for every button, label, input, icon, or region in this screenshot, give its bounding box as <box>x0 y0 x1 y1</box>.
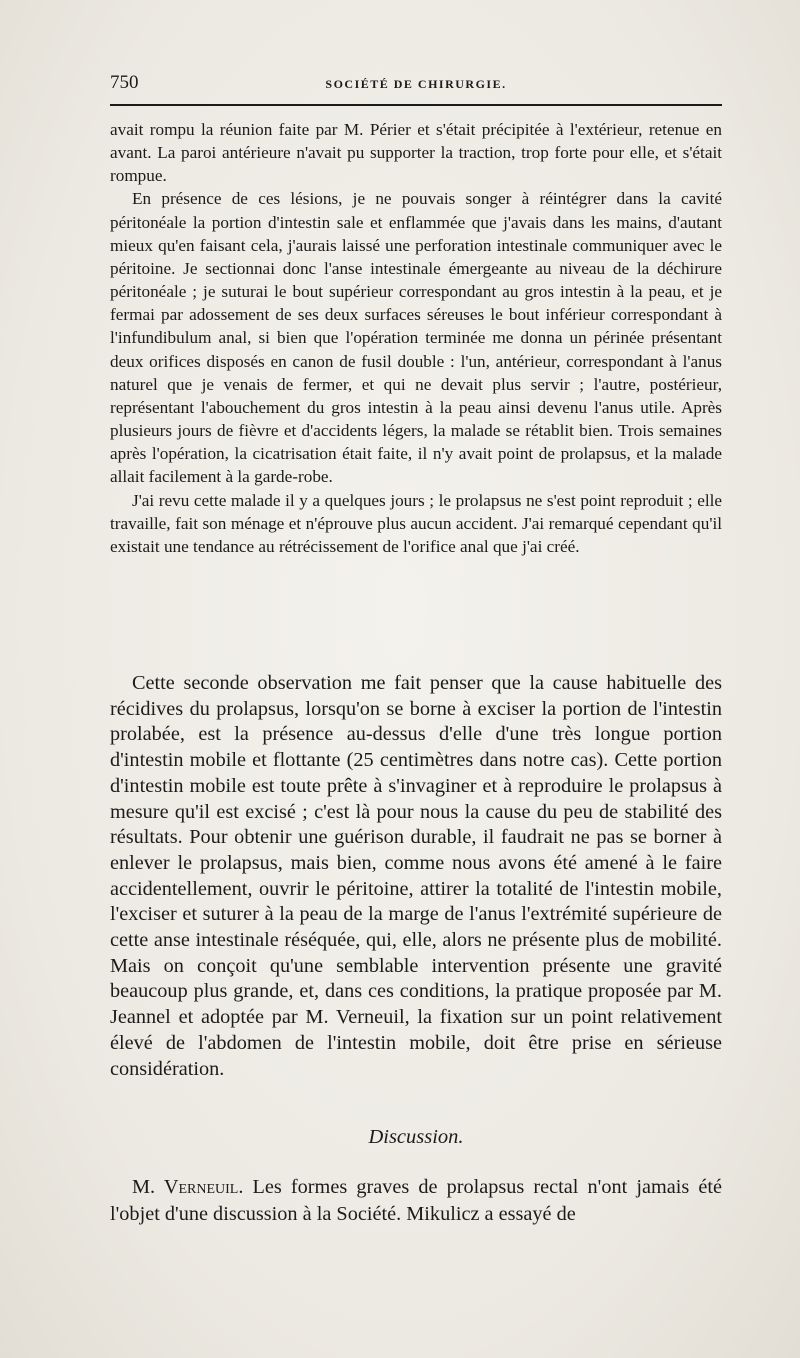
commentary-paragraph: Cette seconde observation me fait penser que la cause habituelle des récidives du prolapsus, lorsqu'on se borne à exciser la portion de l'intestin prolabée, est la présence au-dessus d'elle d'une très longue portion d'intestin mobile et flottante (25 centimètres dans notre cas). Cette portion d'intestin mobile est toute prête à s'invaginer et à reproduire le prolapsus à mesure qu'il est excisé ; c'est là pour nous la cause du peu de stabilité des résultats. Pour obtenir une guérison durable, il faudrait ne pas se borner à enlever le prolapsus, mais bien, comme nous avons été amené à le faire accidentellement, ouvrir le péritoine, attirer la totalité de l'intestin mobile, l'exciser et suturer à la peau de la marge de l'anus l'extrémité supérieure de cette anse intestinale réséquée, qui, elle, alors ne présente plus de mobilité. Mais on conçoit qu'une semblable intervention présente une gravité beaucoup plus grande, et, dans ces conditions, la pratique proposée par M. Jeannel et adoptée par M. Verneuil, la fixation sur un point relativement élevé de l'abdomen de l'intestin mobile, doit être prise en sérieuse considération. <box>110 672 722 1080</box>
speaker-name: M. Verneuil. <box>132 1176 244 1198</box>
section-title-discussion: Discussion. <box>368 1126 464 1148</box>
case-paragraph-1: avait rompu la réunion faite par M. Périer et s'était précipitée à l'extérieur, retenue en avant. La paroi antérieure n'avait pu supporter la traction, trop forte pour elle, et s'était rompue. <box>110 120 722 186</box>
page-header <box>110 72 722 98</box>
discussion-body: Les formes graves de prolapsus rectal n'ont jamais été l'objet d'une discussion à la Société. Mikulicz a essayé de <box>110 1176 722 1225</box>
case-report-text <box>110 118 722 558</box>
page-number: 750 <box>110 72 139 93</box>
discussion-text <box>110 1174 722 1228</box>
header-rule <box>110 104 722 106</box>
commentary-text <box>110 671 722 1082</box>
case-paragraph-3: J'ai revu cette malade il y a quelques jours ; le prolapsus ne s'est point reproduit ; elle travaille, fait son ménage et n'éprouve plus aucun accident. J'ai remarqué cependant qu'il existait une tendance au rétrécissement de l'orifice anal que j'ai créé. <box>110 490 722 556</box>
discussion-paragraph <box>110 1174 722 1228</box>
running-head: SOCIÉTÉ DE CHIRURGIE. <box>325 77 507 91</box>
case-paragraph-2: En présence de ces lésions, je ne pouvais songer à réintégrer dans la cavité péritonéale la portion d'intestin sale et enflammée que j'avais dans les mains, d'autant mieux qu'en faisant cela, j'aurais laissé une perforation intestinale communiquer avec le péritoine. Je sectionnai donc l'anse intestinale émergeante au niveau de la déchirure péritonéale ; je suturai le bout supérieur correspondant au gros intestin à la peau, et je fermai par adossement de ses deux surfaces séreuses le bout inférieur correspondant à l'infundibulum anal, si bien que l'opération terminée me donna un périnée présentant deux orifices disposés en canon de fusil double : l'un, antérieur, correspondant à l'anus naturel que je venais de fermer, et qui ne devait plus servir ; l'autre, postérieur, représentant l'abouchement du gros intestin à la peau ainsi devenu l'anus utile. Après plusieurs jours de fièvre et d'accidents légers, la malade se rétablit bien. Trois semaines après l'opération, la cicatrisation était faite, il n'y avait point de prolapsus, et la malade allait facilement à la garde-robe. <box>110 189 722 487</box>
